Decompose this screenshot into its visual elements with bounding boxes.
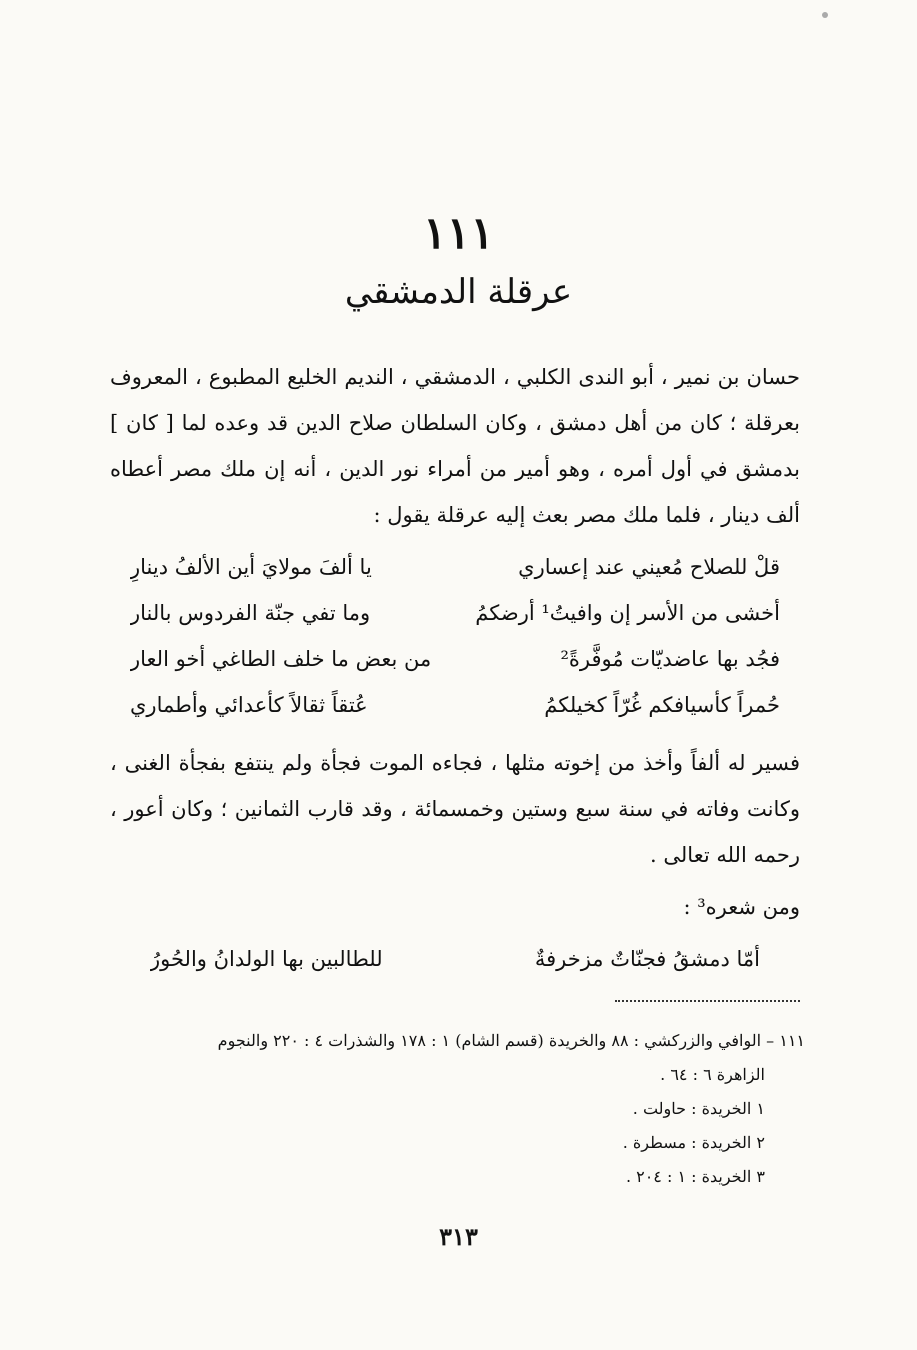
footnotes bbox=[105, 1024, 805, 1194]
verse-second-hemistich: يا ألفَ مولايَ أين الألفُ دينارِ bbox=[130, 555, 372, 579]
footnote: ٢ الخريدة : مسطرة . bbox=[622, 1133, 765, 1152]
poem-verse bbox=[130, 636, 780, 682]
poem-verse bbox=[130, 682, 780, 728]
scan-speck bbox=[822, 12, 828, 18]
footnote-divider bbox=[615, 1000, 800, 1002]
entry-number: ١١١ bbox=[423, 208, 494, 259]
footnote: ٣ الخريدة : ١ : ٢٠٤ . bbox=[625, 1167, 765, 1186]
footnote-sources-continued: الزاهرة ٦ : ٦٤ . bbox=[660, 1065, 765, 1084]
verse-first-hemistich: أخشى من الأسر إن وافيتُ¹ أرضكمُ bbox=[475, 601, 780, 625]
poem-verse bbox=[130, 544, 780, 590]
death-paragraph: فسير له ألفاً وأخذ من إخوته مثلها ، فجاءه الموت فجأة ولم ينتفع بفجأة الغنى ، وكانت وفاته في سنة سبع وستين وخمسمائة ، وقد قارب الثمانين ؛ وكان أعور ، رحمه الله تعالى . bbox=[110, 751, 800, 867]
verse-first-hemistich: أمّا دمشقُ فجنّاتٌ مزخرفةٌ bbox=[534, 947, 760, 971]
verse-second-hemistich: للطالبين بها الولدانُ والحُورُ bbox=[150, 947, 383, 971]
page-number: ٣١٣ bbox=[439, 1222, 478, 1251]
entry-title: عرقلة الدمشقي bbox=[344, 272, 573, 312]
poem-verse bbox=[150, 936, 760, 982]
verse-first-hemistich: فجُد بها عاضديّات مُوفَّرةً² bbox=[560, 647, 780, 671]
footnote: ١ الخريدة : حاولت . bbox=[632, 1099, 765, 1118]
verse-first-hemistich: قلْ للصلاح مُعيني عند إعساري bbox=[518, 555, 780, 579]
footnote-sources: ١١١ – الوافي والزركشي : ٨٨ والخريدة (قسم الشام) ١ : ١٧٨ والشذرات ٤ : ٢٢٠ والنجوم bbox=[217, 1031, 805, 1050]
poem-verse bbox=[130, 590, 780, 636]
poem bbox=[130, 544, 780, 728]
verse-second-hemistich: وما تفي جنّة الفردوس بالنار bbox=[130, 601, 371, 625]
poetry-intro: ومن شعره³ : bbox=[683, 895, 800, 919]
biography-paragraph: حسان بن نمير ، أبو الندى الكلبي ، الدمشقي ، النديم الخليع المطبوع ، المعروف بعرقلة ؛ كان من أهل دمشق ، وكان السلطان صلاح الدين قد وعده لما [ كان ] بدمشق في أول أمره ، وهو أمير من أمراء نور الدين ، أنه إن ملك مصر أعطاه ألف دينار ، فلما ملك مصر بعث إليه عرقلة يقول : bbox=[110, 365, 800, 527]
verse-second-hemistich: من بعض ما خلف الطاغي أخو العار bbox=[130, 647, 432, 671]
verse-second-hemistich: عُتقاً ثقالاً كأعدائي وأطماري bbox=[130, 693, 368, 717]
verse-first-hemistich: حُمراً كأسيافكم غُرّاً كخيلكمُ bbox=[544, 693, 780, 717]
